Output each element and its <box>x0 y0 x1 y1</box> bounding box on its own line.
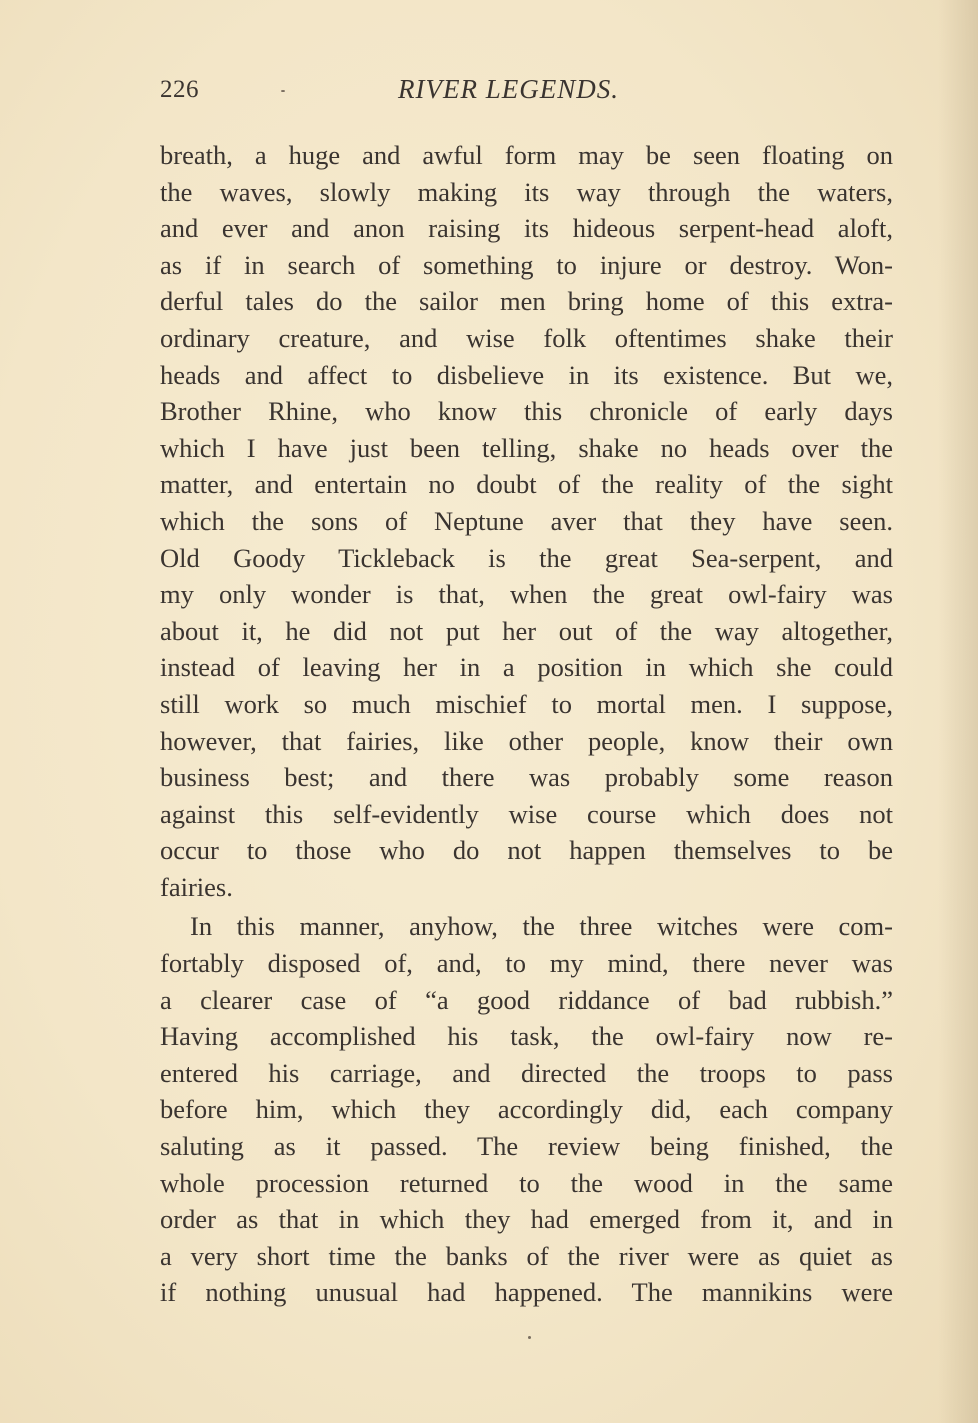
text-line: entered his carriage, and directed the troops to pass <box>160 1057 893 1088</box>
text-line: before him, which they accordingly did, each company <box>160 1094 893 1125</box>
text-line: if nothing unusual had happened. The mannikins were <box>160 1277 893 1308</box>
text-line: a very short time the banks of the river were as quiet as <box>160 1240 893 1271</box>
text-line: however, that fairies, like other people, know their own <box>160 725 893 756</box>
text-line: as if in search of something to injure or destroy. Won- <box>160 249 893 280</box>
text-line: the waves, slowly making its way through the waters, <box>160 176 893 207</box>
text-line: heads and affect to disbelieve in its existence. But we, <box>160 359 893 390</box>
ink-speck <box>281 90 285 92</box>
text-line: still work so much mischief to mortal men. I suppose, <box>160 688 893 719</box>
text-line: Brother Rhine, who know this chronicle of early days <box>160 396 893 427</box>
page-edge-shadow <box>938 0 978 1423</box>
text-line: derful tales do the sailor men bring home of this extra- <box>160 286 893 317</box>
text-line: fortably disposed of, and, to my mind, there never was <box>160 948 893 979</box>
text-line: ordinary creature, and wise folk oftentimes shake their <box>160 322 893 353</box>
text-line: business best; and there was probably some reason <box>160 762 893 793</box>
page-number: 226 <box>160 76 199 103</box>
text-line: occur to those who do not happen themselves to be <box>160 835 893 866</box>
text-line: against this self-evidently wise course which does not <box>160 798 893 829</box>
text-line: fairies. <box>160 871 233 902</box>
text-line: my only wonder is that, when the great owl-fairy was <box>160 579 893 610</box>
running-title: RIVER LEGENDS. <box>398 74 619 104</box>
text-line: breath, a huge and awful form may be seen floating on <box>160 140 893 170</box>
text-line: and ever and anon raising its hideous serpent-head aloft, <box>160 213 893 244</box>
ink-speck <box>528 1336 531 1339</box>
page-header <box>160 74 895 110</box>
text-line: Old Goody Tickleback is the great Sea-serpent, and <box>160 542 893 573</box>
text-line: saluting as it passed. The review being finished, the <box>160 1131 893 1162</box>
text-line: In this manner, anyhow, the three witches were com- <box>190 911 893 942</box>
text-line: whole procession returned to the wood in the same <box>160 1167 893 1198</box>
paragraph <box>160 908 893 1311</box>
text-line: a clearer case of “a good riddance of bad rubbish.” <box>160 984 893 1015</box>
text-line: about it, he did not put her out of the way altogether, <box>160 615 893 646</box>
text-line: order as that in which they had emerged from it, and in <box>160 1204 893 1235</box>
text-line: Having accomplished his task, the owl-fairy now re- <box>160 1021 893 1052</box>
paragraph <box>160 137 893 905</box>
text-line: which the sons of Neptune aver that they have seen. <box>160 505 893 536</box>
text-line: instead of leaving her in a position in which she could <box>160 652 893 683</box>
text-line: matter, and entertain no doubt of the reality of the sight <box>160 469 893 500</box>
text-line: which I have just been telling, shake no heads over the <box>160 432 893 463</box>
body-text <box>160 137 893 1311</box>
